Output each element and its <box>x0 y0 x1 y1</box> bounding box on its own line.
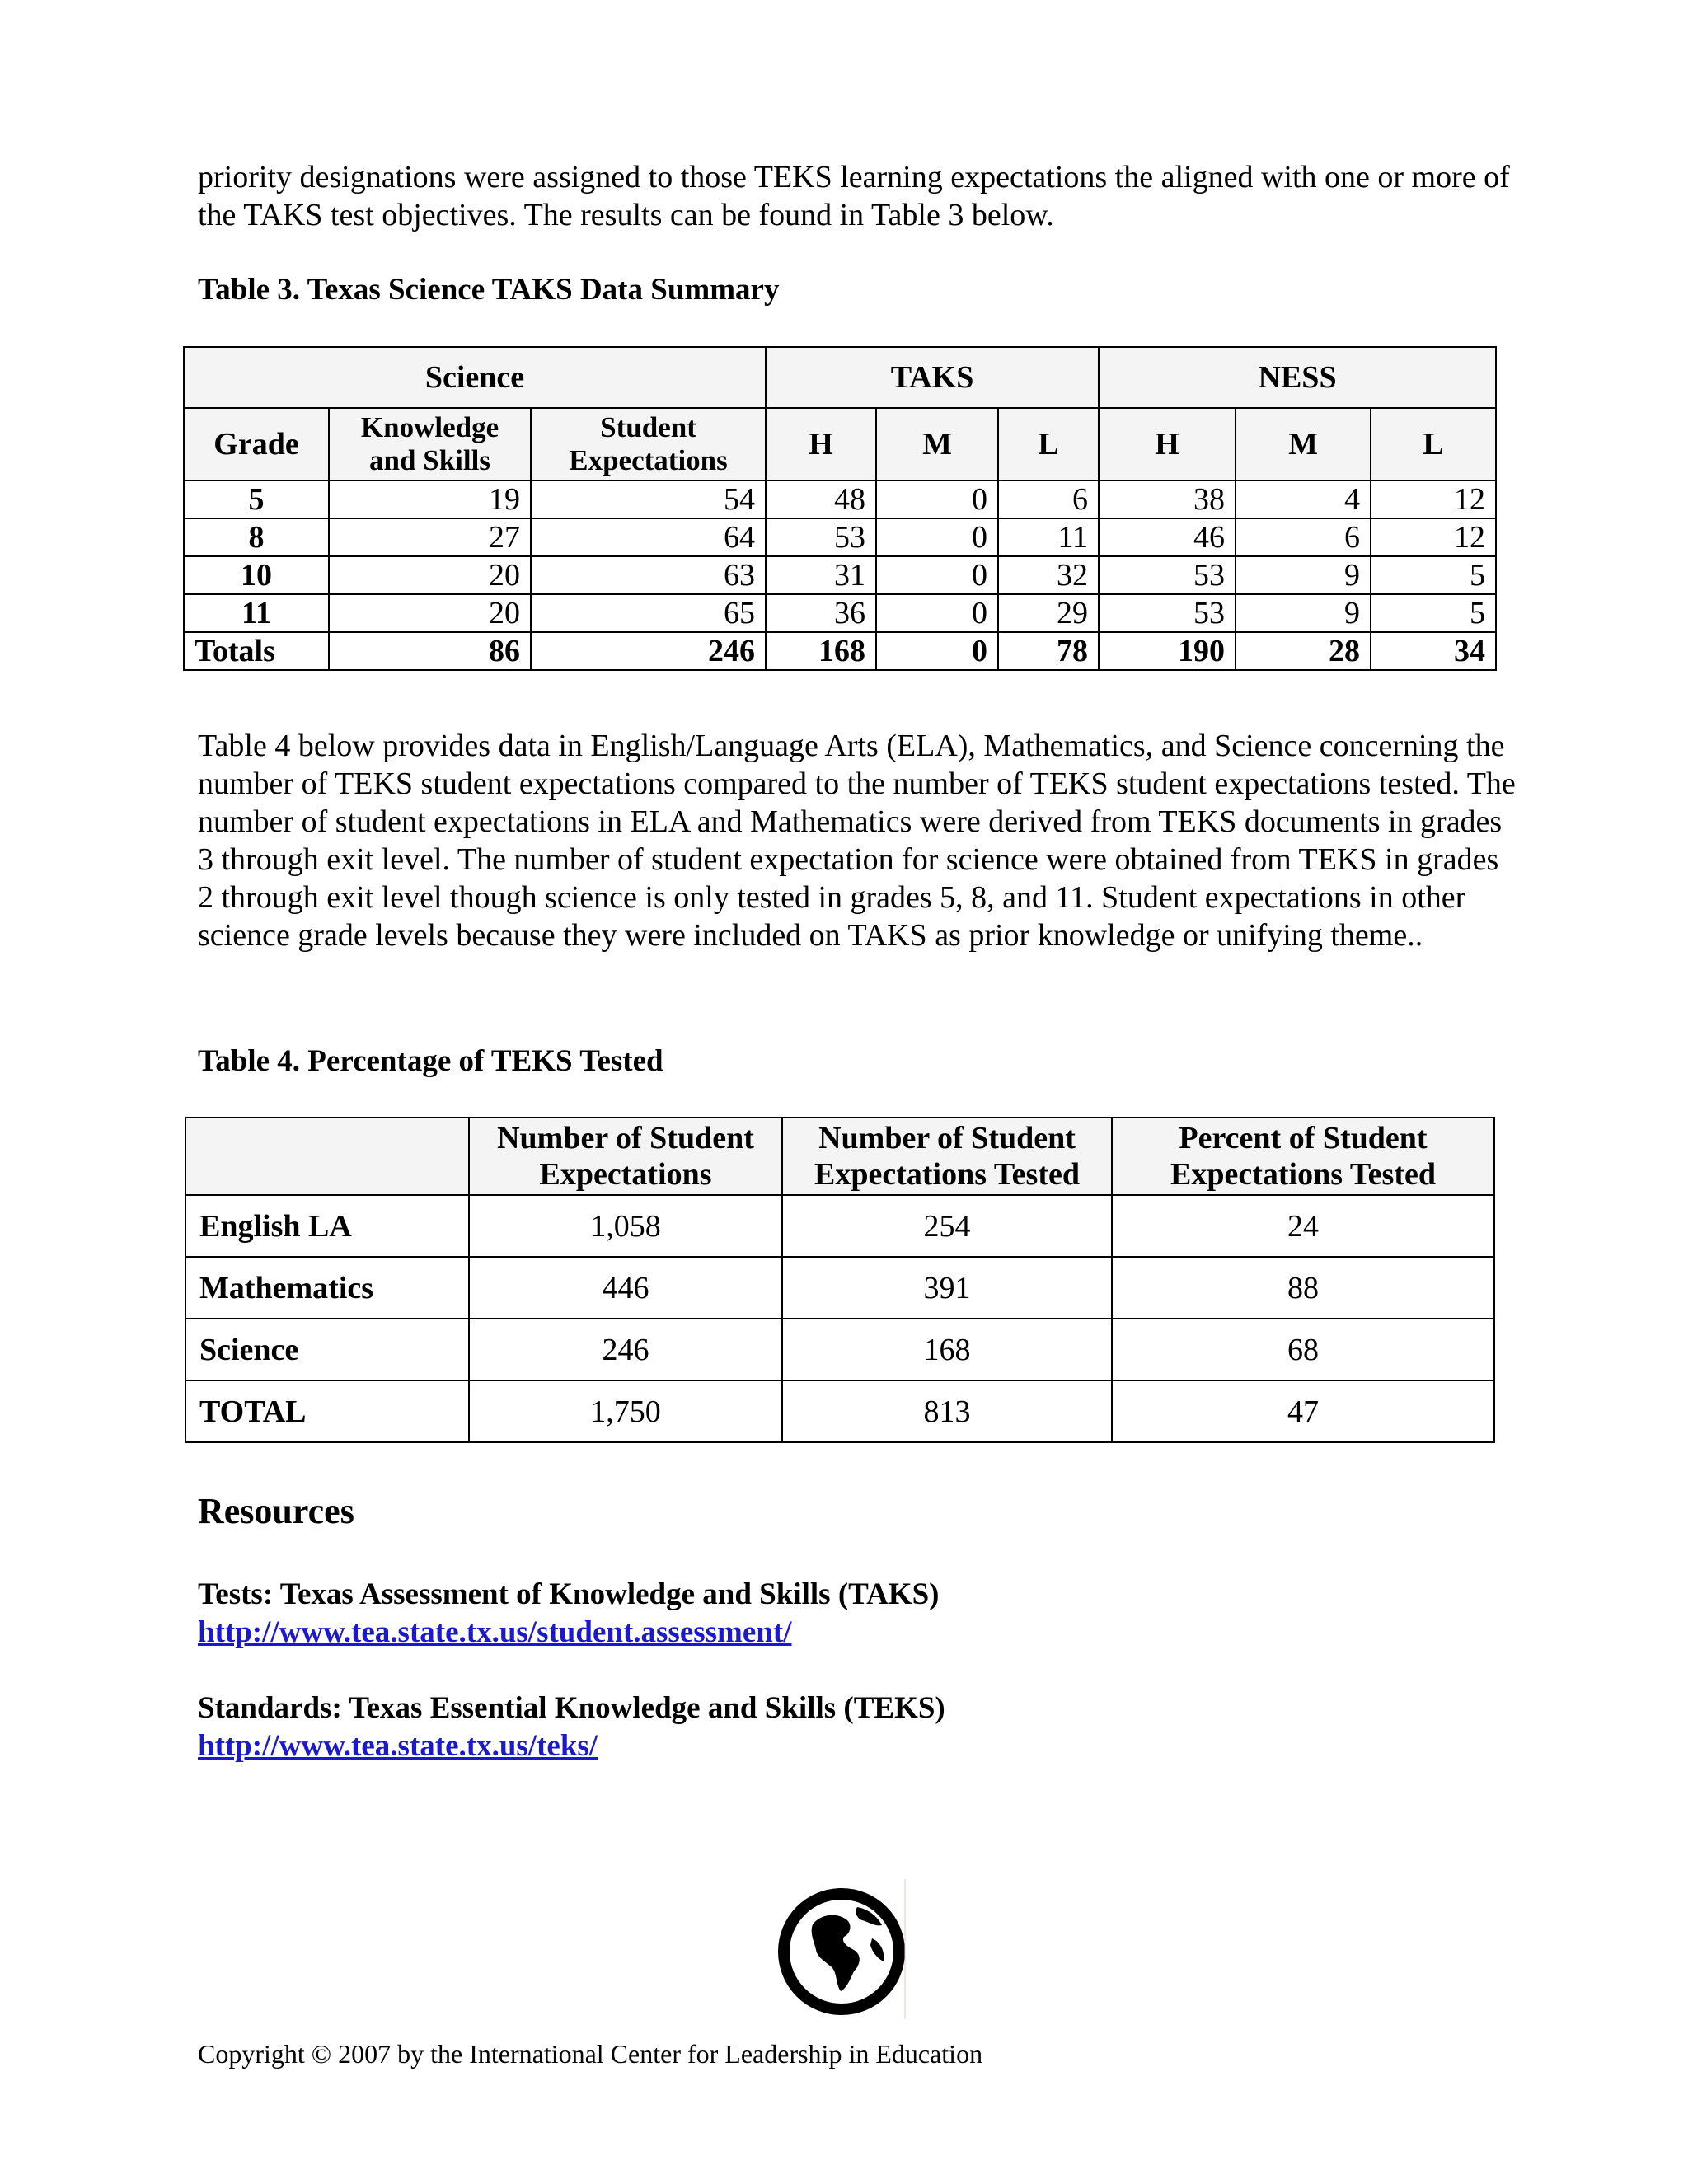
table-cell: 38 <box>1099 480 1236 518</box>
table-cell: 0 <box>876 480 998 518</box>
table-cell: 9 <box>1236 556 1371 594</box>
table-cell: 34 <box>1371 632 1496 670</box>
table-cell: 28 <box>1236 632 1371 670</box>
table-cell: 446 <box>469 1257 782 1319</box>
table-cell: 0 <box>876 594 998 632</box>
table-cell: 246 <box>531 632 766 670</box>
table-cell: 47 <box>1112 1380 1494 1442</box>
table-cell: 246 <box>469 1319 782 1380</box>
table-cell: 53 <box>1099 556 1236 594</box>
table-cell: 54 <box>531 480 766 518</box>
table-cell: Totals <box>184 632 329 670</box>
table-cell: 190 <box>1099 632 1236 670</box>
group-header-ness: NESS <box>1099 347 1496 408</box>
standards-resource-link[interactable]: http://www.tea.state.tx.us/teks/ <box>198 1729 598 1763</box>
table-cell: 36 <box>766 594 876 632</box>
table-cell: 254 <box>782 1195 1112 1257</box>
table-cell: 78 <box>998 632 1099 670</box>
table-cell: 32 <box>998 556 1099 594</box>
copyright-footer: Copyright © 2007 by the International Center for Leadership in Education <box>198 2039 983 2069</box>
table4 <box>185 1117 1495 1443</box>
table-cell: 53 <box>1099 594 1236 632</box>
table-cell: 27 <box>329 518 531 556</box>
col-header-ness-h: H <box>1099 408 1236 480</box>
table-cell: Mathematics <box>185 1257 469 1319</box>
table-row <box>185 1195 1494 1257</box>
table-cell: 19 <box>329 480 531 518</box>
table-cell: TOTAL <box>185 1380 469 1442</box>
table-cell: 20 <box>329 556 531 594</box>
table-cell: 29 <box>998 594 1099 632</box>
table-cell: 1,750 <box>469 1380 782 1442</box>
table-cell: 5 <box>1371 594 1496 632</box>
col-header-grade: Grade <box>184 408 329 480</box>
table-cell: 8 <box>184 518 329 556</box>
table-cell: 168 <box>766 632 876 670</box>
table-cell: 0 <box>876 518 998 556</box>
table-cell: 20 <box>329 594 531 632</box>
table-row <box>184 518 1496 556</box>
table-row <box>184 556 1496 594</box>
table-cell: English LA <box>185 1195 469 1257</box>
table3-caption: Table 3. Texas Science TAKS Data Summary <box>198 273 780 307</box>
table-cell: 0 <box>876 632 998 670</box>
table-cell: 12 <box>1371 480 1496 518</box>
intro-paragraph: priority designations were assigned to those TEKS learning expectations the aligned with one or more of the TAKS test objectives. The results can be found in Table 3 below. <box>198 160 1510 232</box>
table3-column-header-row <box>184 408 1496 480</box>
table-cell: 0 <box>876 556 998 594</box>
table-cell: 5 <box>184 480 329 518</box>
col-header-taks-m: M <box>876 408 998 480</box>
table-cell: 10 <box>184 556 329 594</box>
col-header-student-expectations: Student Expectations <box>531 408 766 480</box>
tests-resource-link[interactable]: http://www.tea.state.tx.us/student.assessment/ <box>198 1615 792 1649</box>
tests-resource-title: Tests: Texas Assessment of Knowledge and Skills (TAKS) <box>198 1577 940 1611</box>
resources-heading: Resources <box>198 1491 354 1531</box>
table-cell: 4 <box>1236 480 1371 518</box>
table-cell: 168 <box>782 1319 1112 1380</box>
group-header-taks: TAKS <box>766 347 1099 408</box>
col-header-num-expectations: Number of Student Expectations <box>469 1118 782 1195</box>
col-header-percent-tested: Percent of Student Expectations Tested <box>1112 1118 1494 1195</box>
col-header-blank <box>185 1118 469 1195</box>
table-cell: 813 <box>782 1380 1112 1442</box>
table-cell: 86 <box>329 632 531 670</box>
table-cell: 11 <box>998 518 1099 556</box>
col-header-taks-h: H <box>766 408 876 480</box>
table-cell: Science <box>185 1319 469 1380</box>
table3 <box>183 346 1497 671</box>
table-row <box>185 1319 1494 1380</box>
col-header-ness-m: M <box>1236 408 1371 480</box>
table-cell: 31 <box>766 556 876 594</box>
table-cell: 68 <box>1112 1319 1494 1380</box>
col-header-knowledge-skills: Knowledge and Skills <box>329 408 531 480</box>
table4-caption: Table 4. Percentage of TEKS Tested <box>198 1044 663 1078</box>
table-cell: 12 <box>1371 518 1496 556</box>
table-cell: 88 <box>1112 1257 1494 1319</box>
table-cell: 24 <box>1112 1195 1494 1257</box>
table-cell: 5 <box>1371 556 1496 594</box>
table-cell: 9 <box>1236 594 1371 632</box>
table-cell: 65 <box>531 594 766 632</box>
col-header-taks-l: L <box>998 408 1099 480</box>
table-cell: 6 <box>998 480 1099 518</box>
table-row <box>184 594 1496 632</box>
table-cell: 53 <box>766 518 876 556</box>
col-header-num-tested: Number of Student Expectations Tested <box>782 1118 1112 1195</box>
table3-group-header-row <box>184 347 1496 408</box>
standards-resource-title: Standards: Texas Essential Knowledge and Skills (TEKS) <box>198 1691 945 1725</box>
body-paragraph: Table 4 below provides data in English/Language Arts (ELA), Mathematics, and Science concerning the number of TEKS student expectations compared to the number of TEKS student expectations tested. The number of student expectations in ELA and Mathematics were derived from TEKS documents in grades 3 through exit level. The number of student expectation for science were obtained from TEKS in grades 2 through exit level though science is only tested in grades 5, 8, and 11. Student expectations in other science grade levels because they were included on TAKS as prior knowledge or unifying theme.. <box>198 729 1516 953</box>
group-header-science: Science <box>184 347 766 408</box>
globe-logo-icon <box>771 1879 912 2019</box>
table-cell: 63 <box>531 556 766 594</box>
table-row <box>184 480 1496 518</box>
table4-header-row <box>185 1118 1494 1195</box>
table-cell: 46 <box>1099 518 1236 556</box>
table-row <box>185 1380 1494 1442</box>
table-row <box>185 1257 1494 1319</box>
table3-totals-row <box>184 632 1496 670</box>
table-cell: 1,058 <box>469 1195 782 1257</box>
col-header-ness-l: L <box>1371 408 1496 480</box>
table-cell: 6 <box>1236 518 1371 556</box>
table-cell: 391 <box>782 1257 1112 1319</box>
table-cell: 48 <box>766 480 876 518</box>
table-cell: 11 <box>184 594 329 632</box>
table-cell: 64 <box>531 518 766 556</box>
